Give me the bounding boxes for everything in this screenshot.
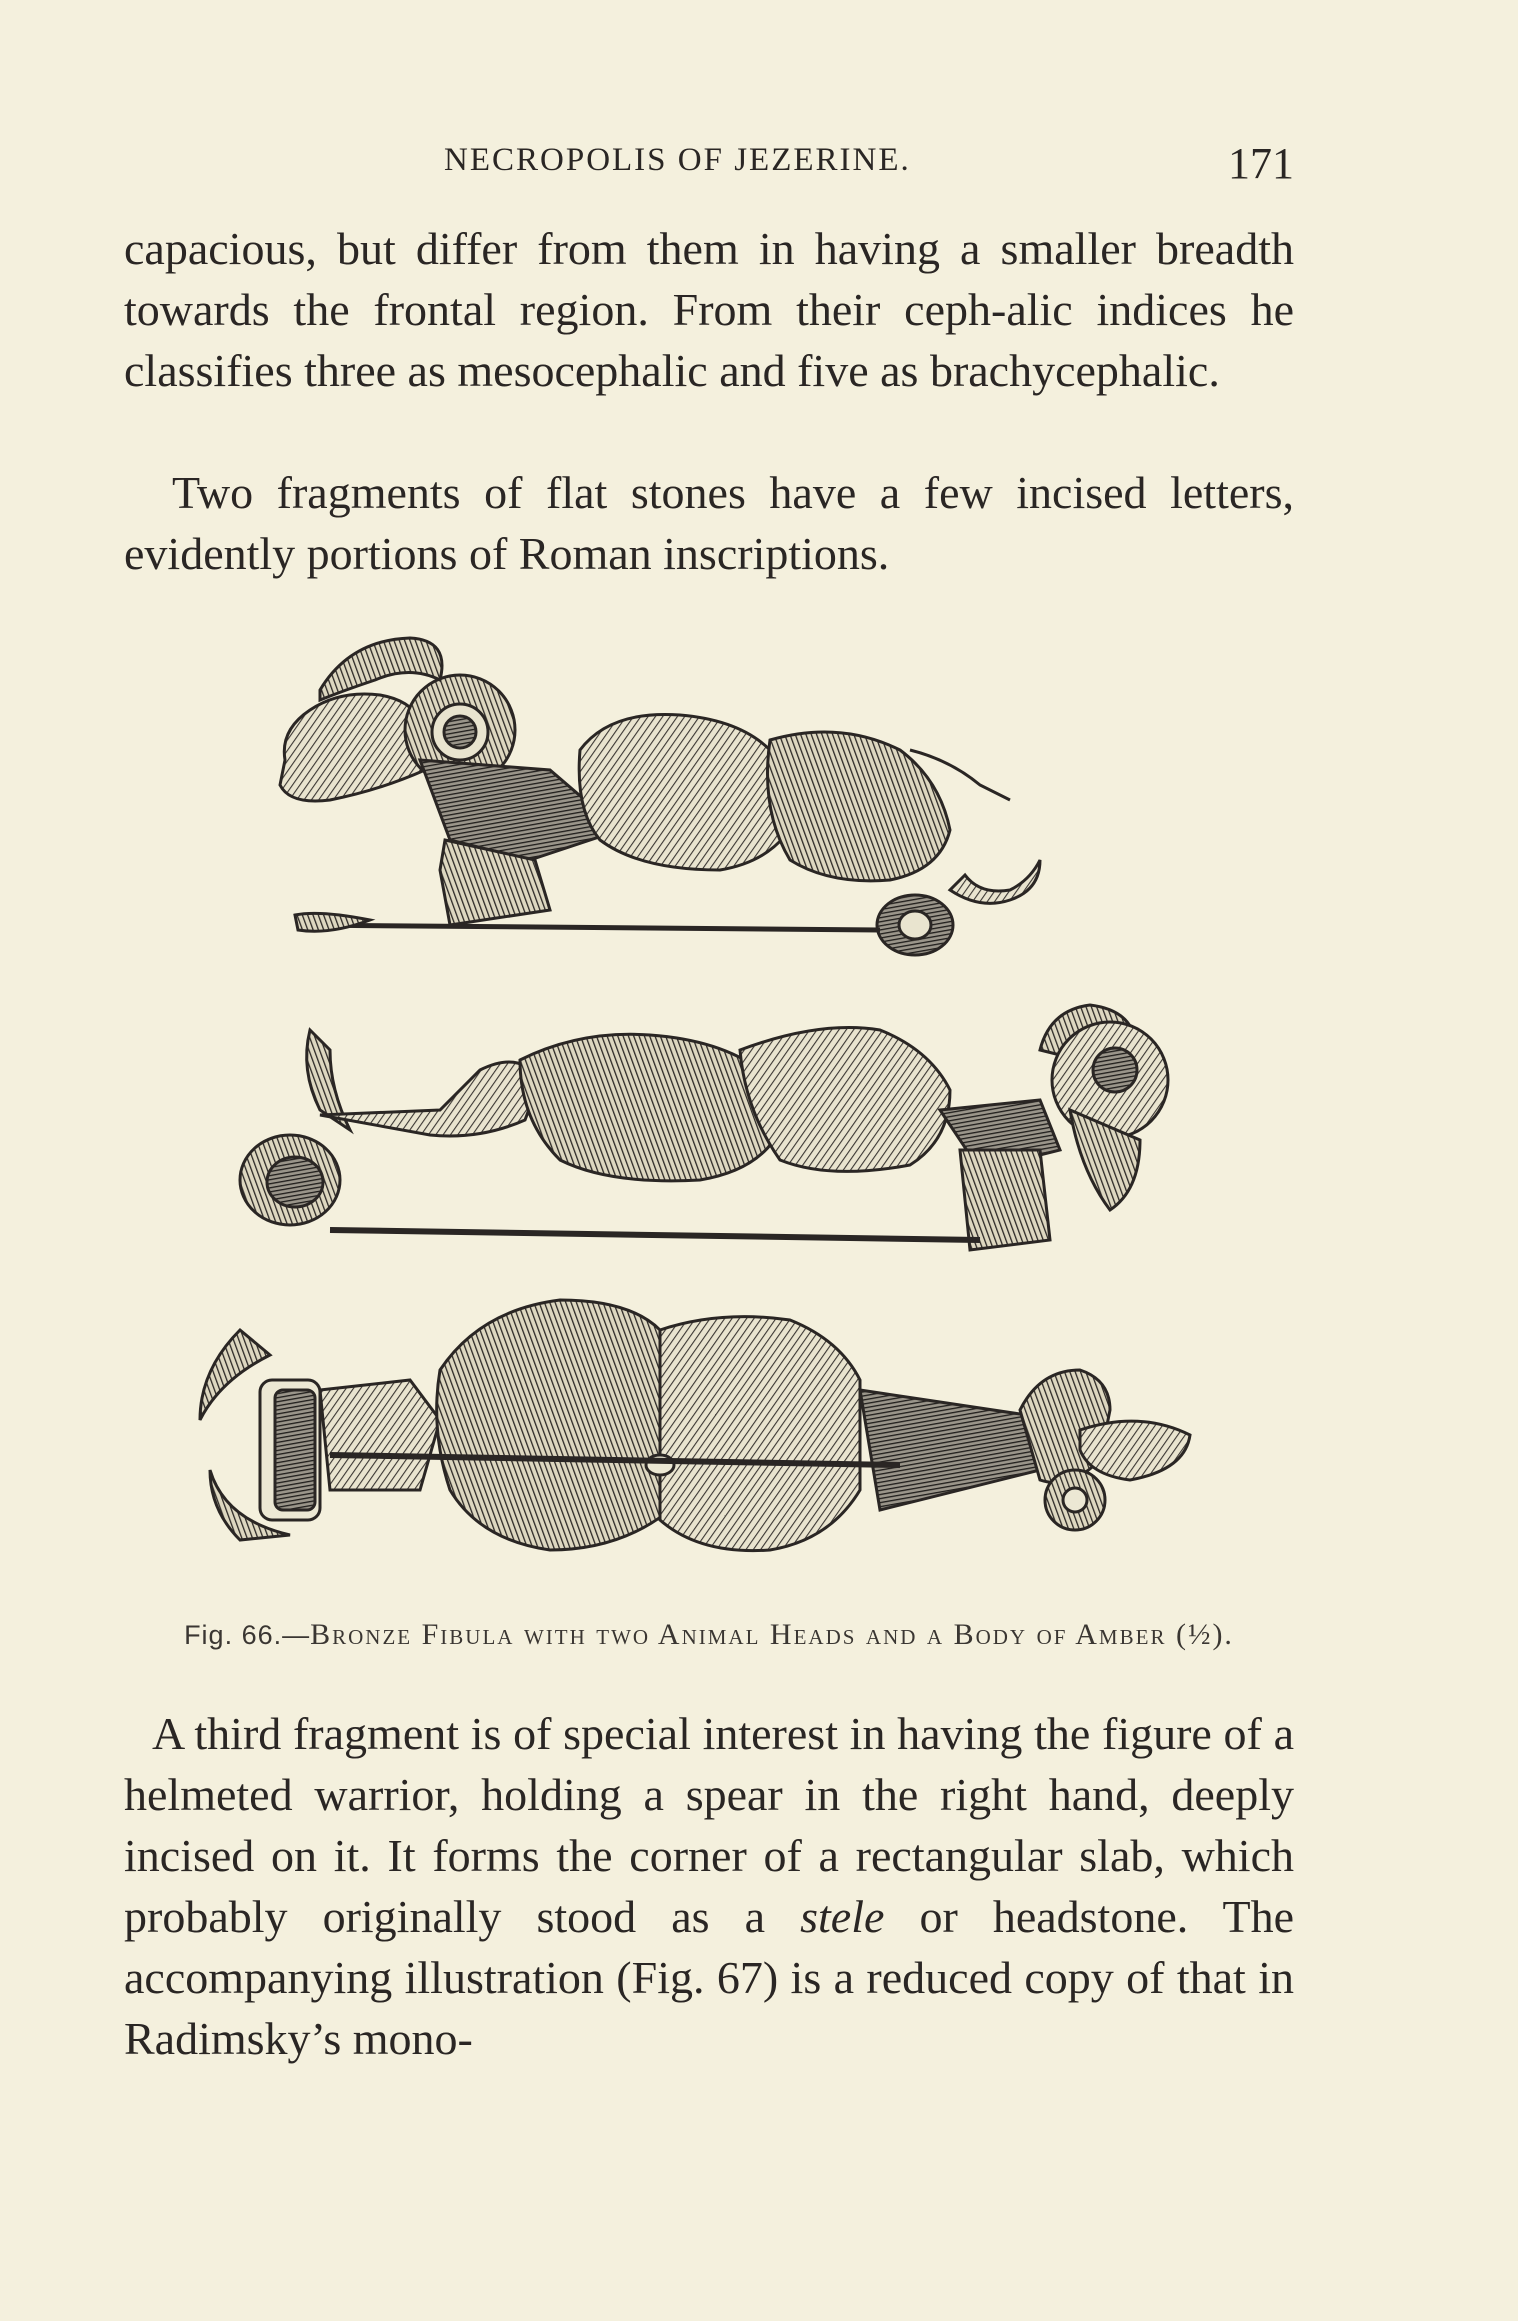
fibula-top	[280, 638, 1040, 955]
paragraph-1: capacious, but differ from them in having a smaller breadth towards the frontal region. From their ceph-alic indices he classifies three as mesocephalic and five as brachycephalic.	[124, 223, 1294, 396]
paragraph-3-italic: stele	[800, 1891, 885, 1942]
caption-label: Fig. 66.—	[184, 1620, 311, 1650]
page-header	[124, 138, 1294, 188]
figure-caption	[104, 1618, 1314, 1652]
fibula-bottom	[200, 1300, 1190, 1551]
caption-text: Bronze Fibula with two Animal Heads and a Body of Amber (½).	[310, 1618, 1234, 1651]
paragraph-3	[124, 1703, 1294, 2069]
fibula-engraving	[180, 610, 1210, 1590]
paragraph-3-text-a: A third fragment is of special interest in having the figure of a helmeted warrior, holding a spear in the right hand, deeply incised on it. It forms the corner of a rectangular slab, which probably originally stood as a	[124, 1708, 1294, 1942]
running-head: NECROPOLIS OF JEZERINE.	[444, 142, 911, 178]
fibula-middle	[240, 1005, 1168, 1250]
paragraph-3-text-b: or headstone. The accompanying illustration (Fig. 67) is a reduced copy of that in Radimsky’s mono-	[124, 1891, 1295, 2064]
fibula-illustration	[180, 610, 1210, 1590]
paragraph-2: Two fragments of flat stones have a few incised letters, evidently portions of Roman inscriptions.	[124, 467, 1294, 579]
page-number: 171	[1228, 139, 1294, 188]
